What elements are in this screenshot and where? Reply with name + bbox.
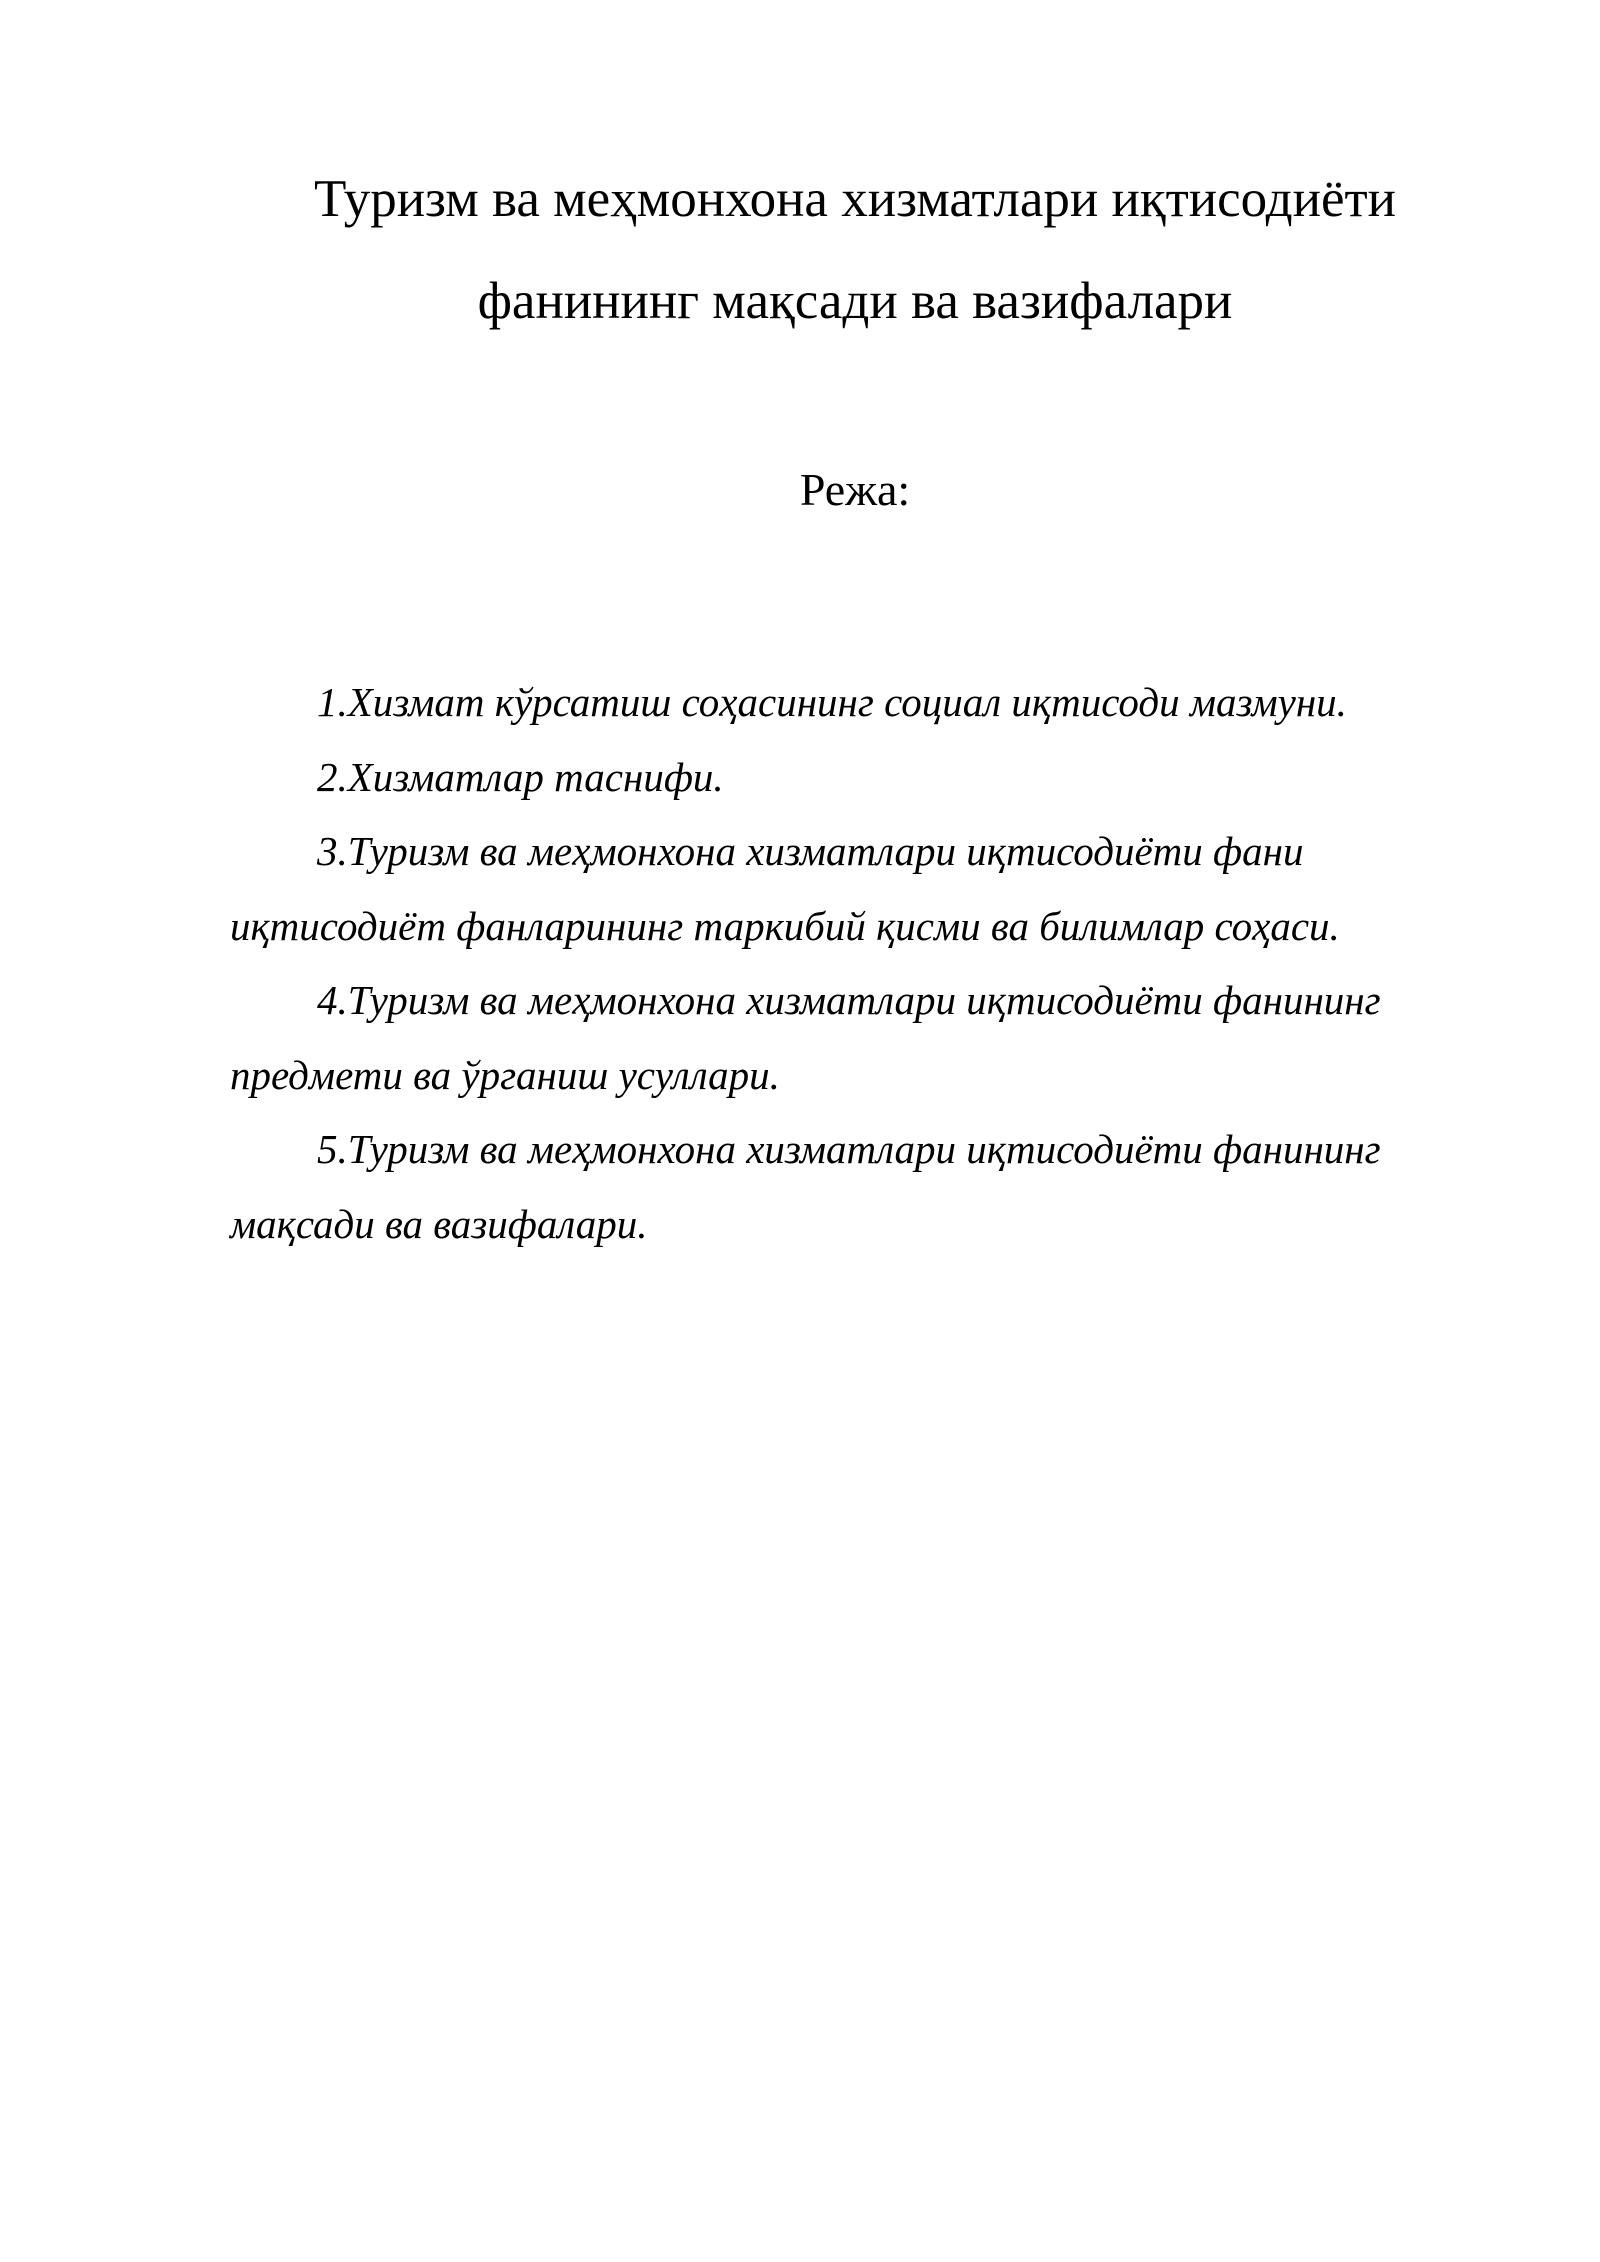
plan-heading: Режа:	[799, 464, 911, 515]
plan-item-5: 5.Туризм ва меҳмонхона хизматлари иқтисодиёти фанининг мақсади ва вазифалари.	[230, 1126, 1381, 1247]
plan-item-2: 2.Хизматлар таснифи.	[317, 753, 724, 800]
plan-item-3: 3.Туризм ва меҳмонхона хизматлари иқтисодиёти фани иқтисодиёт фанларининг таркибий қисми ва билимлар соҳаси.	[230, 828, 1340, 949]
plan-list	[230, 665, 1480, 1261]
document-title: Туризм ва меҳмонхона хизматлари иқтисодиёти фанининг мақсади ва вазифалари	[313, 170, 1397, 330]
plan-item-4: 4.Туризм ва меҳмонхона хизматлари иқтисодиёти фанининг предмети ва ўрганиш усуллари.	[230, 977, 1381, 1098]
plan-item-1: 1.Хизмат кўрсатиш соҳасининг социал иқтисоди мазмуни.	[317, 679, 1347, 725]
